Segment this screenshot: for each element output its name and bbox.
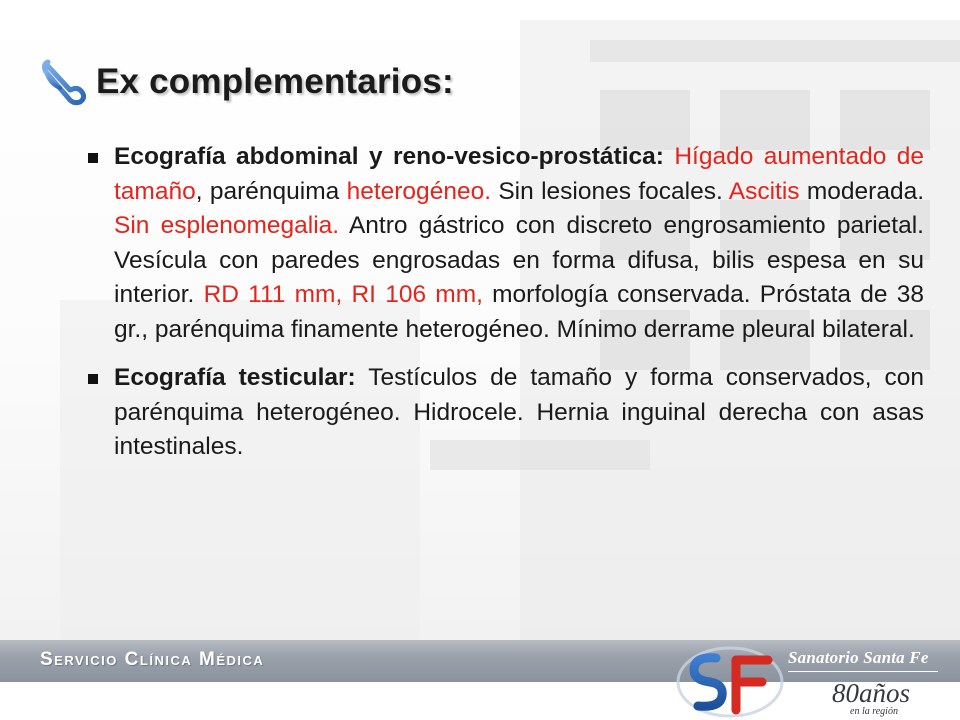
sanatorio-sf-logo [672, 640, 790, 720]
building-roofline [590, 40, 960, 62]
stylized-b-icon [34, 54, 90, 110]
divider [788, 671, 938, 672]
bullet-heading: Ecografía abdominal y reno-vesico-prostática: [114, 143, 664, 170]
slide-content [88, 140, 924, 479]
bullet-heading: Ecografía testicular: [114, 364, 356, 391]
highlight-run: Sin esplenomegalia. [114, 212, 340, 239]
slide-title: Ex complementarios: [96, 62, 454, 101]
org-name: Sanatorio Santa Fe [788, 648, 929, 667]
highlight-run: Hígado aumentado de tamaño [114, 143, 924, 205]
region-label: en la región [850, 706, 898, 717]
text-run: moderada. [799, 177, 924, 205]
bullet-paragraph [114, 361, 924, 465]
highlight-run: heterogéneo. [346, 177, 491, 205]
footer-service-label: Servicio Clínica Médica [40, 649, 265, 670]
bullet-item [88, 140, 924, 347]
org-block [788, 648, 956, 717]
highlight-run: Ascitis [728, 177, 800, 205]
anniversary-label: 80años [832, 678, 911, 708]
highlight-run: RD 111 mm, RI 106 mm, [203, 281, 483, 308]
bullet-paragraph [114, 140, 924, 347]
footer [0, 640, 960, 720]
bullet-item [88, 361, 924, 465]
title-row [34, 54, 454, 110]
text-run [664, 143, 674, 170]
text-run: Antro gástrico con discreto engrosamiento parietal. Vesícula con paredes engrosadas en forma difusa, bilis espesa en su interior. [114, 212, 924, 308]
square-bullet-icon [88, 153, 98, 163]
text-run: Testículos de tamaño y forma conservados, con parénquima heterogéneo. Hidrocele. Hernia inguinal derecha con asas intestinales. [114, 364, 924, 460]
text-run: , parénquima [195, 177, 347, 205]
text-run: Sin lesiones focales. [491, 177, 729, 205]
text-run: morfología conservada. Próstata de 38 gr., parénquima finamente heterogéneo. Mínimo derrame pleural bilateral. [114, 281, 924, 343]
square-bullet-icon [88, 374, 98, 384]
